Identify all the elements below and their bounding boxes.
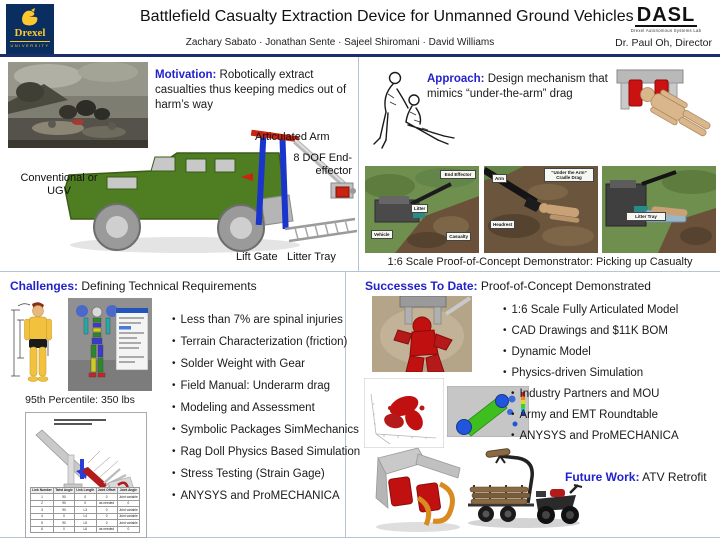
percentile-caption: 95th Percentile: 350 lbs [25,394,135,406]
motivation-statement [155,68,352,113]
bullet-icon: • [511,409,515,420]
drexel-wordmark: Drexel [14,27,46,39]
challenges-heading [10,279,257,294]
photo1-vehicle-label: Vehicle [371,230,393,239]
bullet-icon: • [511,388,515,399]
dh-table-row: 6 0 L6 as needed 0 [31,526,140,532]
motivation-label: Motivation: [155,69,217,81]
successes-bullet: • Dynamic Model [503,346,591,358]
photo2-arm-label: Arm [492,174,507,183]
bullet-icon: • [503,367,507,378]
dh-table-header: Joint Angle [117,487,139,493]
bullet-icon: • [172,380,176,391]
bullet-icon: • [172,446,176,457]
successes-label: Successes To Date: [365,279,478,293]
label-end-effector: 8 DOF End-effector [293,152,352,177]
dasl-wordmark: DASL [636,4,696,26]
simulation-plot [364,378,444,448]
anthropometric-figure [8,298,60,391]
approach-text: Design mechanism that mimics “under-the-arm” drag [427,73,608,100]
label-lift-gate: Lift Gate [236,251,278,263]
mannequin-gripper-render [611,62,716,158]
challenges-bullet: • Modeling and Assessment [172,402,315,414]
challenges-bullet: • Solder Weight with Gear [172,358,305,370]
drexel-university-label: UNIVERSITY [10,43,50,48]
bullet-icon: • [172,336,176,347]
bullet-icon: • [172,314,176,325]
authors-line: Zachary Sabato · Jonathan Sente · Sajeel Shiromani · David Williams [185,37,495,48]
challenges-label: Challenges: [10,279,79,293]
photo1-end-effector-label: End Effector [440,170,476,179]
motivation-text: Robotically extract casualties thus keeping medics out of harm’s way [155,69,347,111]
kinematic-diagram-panel [25,412,147,538]
label-conventional-ugv: Conventional or UGV [20,172,98,197]
poc-photo-1 [365,166,479,253]
photo1-litter-label: Litter [411,204,428,213]
photo1-casualty-label: Casualty [446,232,471,241]
director-name: Dr. Paul Oh, Director [615,37,712,49]
successes-heading [365,279,651,294]
cad-gripper-render [368,446,466,534]
kinematic-diagram-title [54,419,106,427]
bullet-icon: • [172,358,176,369]
label-articulated-arm: Articulated Arm [255,131,330,143]
ragdoll-simulation-screenshot [372,296,472,372]
challenges-bullet: • Stress Testing (Strain Gage) [172,468,325,480]
dh-table-header: Twist Angle [55,488,73,493]
biomechanical-model-screenshot [68,298,152,391]
poc-photo-3 [602,166,716,253]
dh-table-row: 1 90 0 0 Joint variable [31,494,140,500]
header-rule [0,54,720,57]
successes-bullet: • ANYSYS and ProMECHANICA [511,430,679,442]
successes-bullet: • CAD Drawings and $11K BOM [503,325,668,337]
kinematic-arm-diagram [28,427,140,491]
bullet-icon: • [503,325,507,336]
future-work-statement [565,470,707,485]
bullet-icon: • [172,424,176,435]
bullet-icon: • [511,430,515,441]
poc-photo-2 [484,166,598,253]
approach-statement [427,72,619,102]
dh-table-row: 4 0 L4 0 Joint variable [31,513,140,519]
challenges-bullet: • Field Manual: Underarm drag [172,380,331,392]
successes-text: Proof-of-Concept Demonstrated [480,279,651,293]
challenges-bullet: • Terrain Characterization (friction) [172,336,348,348]
future-work-text: ATV Retrofit [642,470,707,484]
dasl-subtitle: Drexel Autonomous Systems Lab [630,28,702,33]
drexel-dragon-icon [17,6,43,28]
bullet-icon: • [172,402,176,413]
challenges-bullet-list [172,313,368,511]
dh-table-header: Joint Offset [97,488,116,493]
challenges-bullet: • Symbolic Packages SimMechanics [172,424,359,436]
dasl-logo [618,5,714,33]
poc-photo-3-image [602,166,716,253]
photo2-headrest-label: Headrest [490,220,515,229]
challenges-bullet: • ANYSYS and ProMECHANICA [172,490,340,502]
future-work-label: Future Work: [565,470,640,484]
challenges-text: Defining Technical Requirements [81,279,257,293]
challenges-bullet: • Rag Doll Physics Based Simulation [172,446,361,458]
divider-vertical-top [358,57,359,271]
poc-caption: 1:6 Scale Proof-of-Concept Demonstrator: Picking up Casualty [387,256,693,268]
successes-bullet: • Physics-driven Simulation [503,367,644,379]
dh-table-row: 3 90 L3 0 Joint variable [31,507,140,513]
challenges-bullet: • Less than 7% are spinal injuries [172,314,343,326]
photo3-litter-tray-label: Litter Tray [626,212,666,221]
dh-table-row: 5 90 L5 0 Joint variable [31,520,140,526]
dh-table-header: Link Number [32,488,52,493]
approach-label: Approach: [427,73,485,85]
successes-bullet: • Industry Partners and MOU [511,388,660,400]
label-litter-tray: Litter Tray [287,251,336,263]
bullet-icon: • [503,304,507,315]
photo2-cradle-drag-label: “Under the Arm” Cradle Drag [544,168,594,182]
bullet-icon: • [172,490,176,501]
atv-trailer-illustration [462,447,584,531]
successes-bullet: • Army and EMT Roundtable [511,409,659,421]
bullet-icon: • [503,346,507,357]
drexel-university-logo [6,4,54,54]
bullet-icon: • [172,468,176,479]
successes-bullet-list [503,303,715,450]
dh-parameter-table [30,487,140,533]
dh-table-row: 2 90 0 as needed 0 [31,500,140,506]
poster-title: Battlefield Casualty Extraction Device for Unmanned Ground Vehicles [140,8,634,25]
divider-horizontal-middle [0,271,720,272]
dh-table-header: Link Length [76,488,95,493]
successes-bullet: • 1:6 Scale Fully Articulated Model [503,304,679,316]
